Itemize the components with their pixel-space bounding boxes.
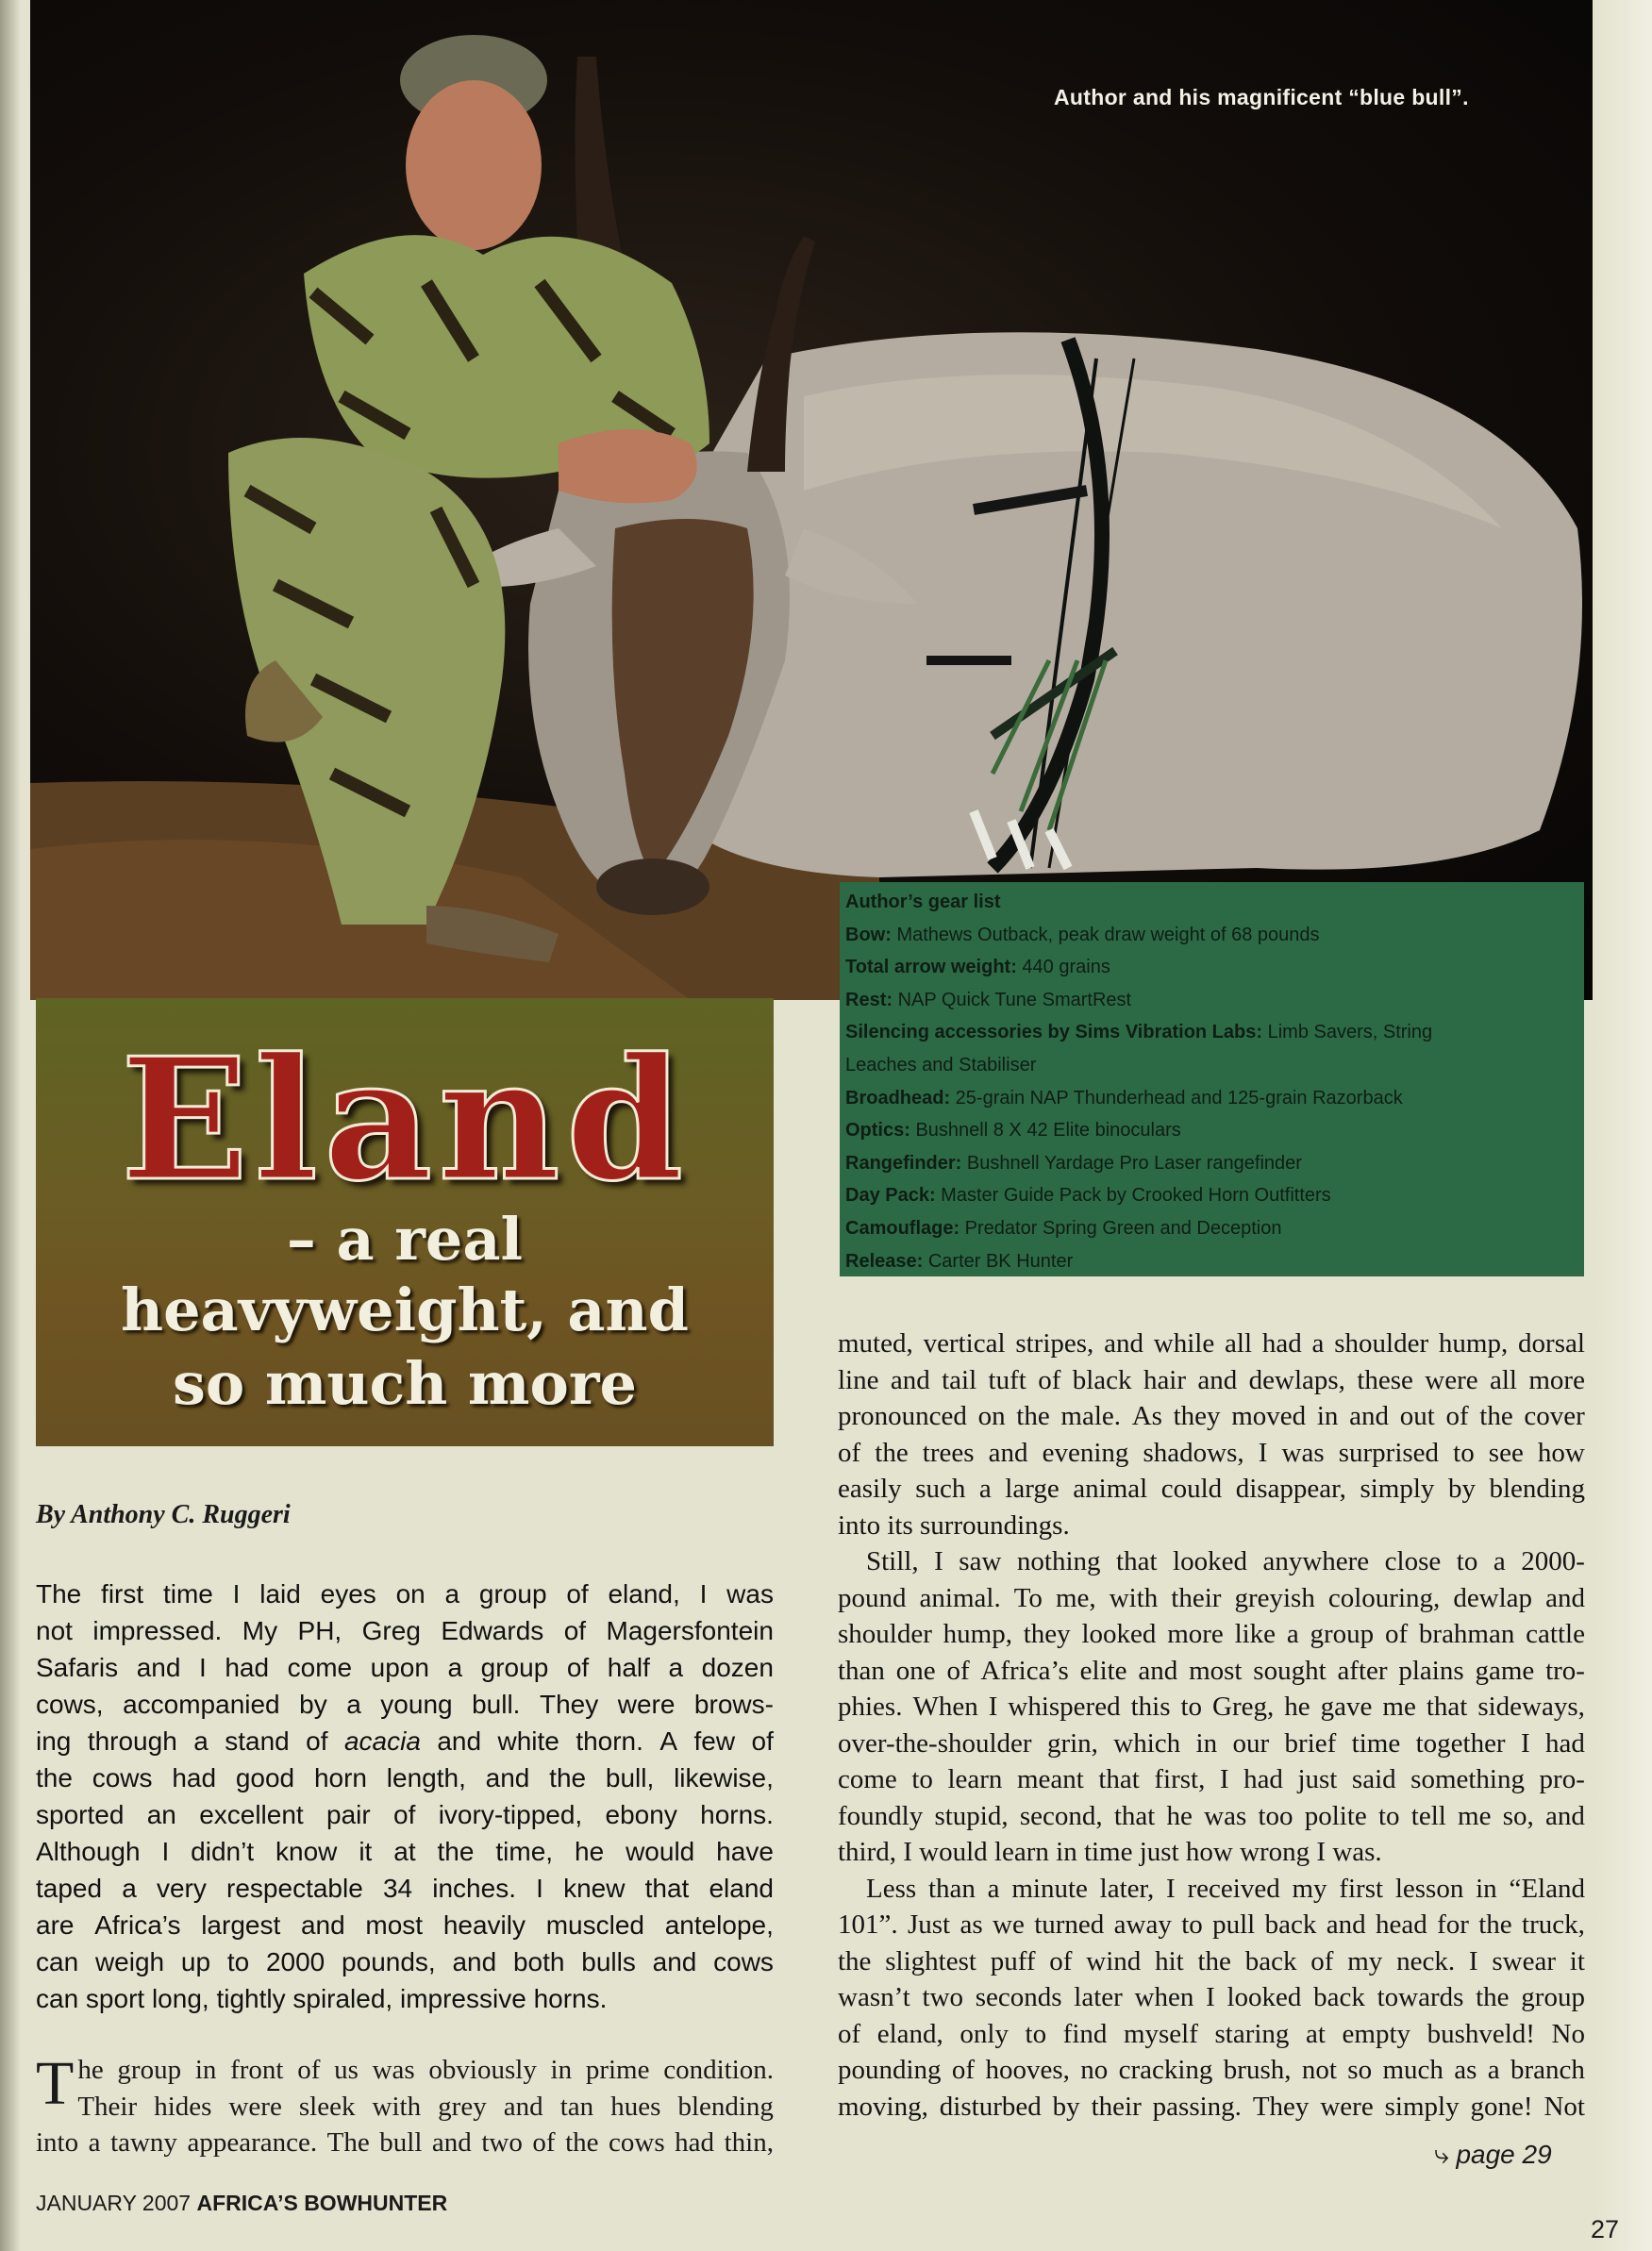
body-line: pound animal. To me, with their greyish colouring, dewlap and	[838, 1582, 1585, 1613]
gear-item-label: Camouflage:	[845, 1217, 960, 1239]
gear-item-label: Rest:	[845, 989, 893, 1010]
article-title: Eland	[120, 1021, 690, 1218]
lead-line: the cows had good horn length, and the bull, likewise,	[36, 1763, 774, 1792]
page-gutter-shadow	[0, 0, 21, 2251]
gear-item	[845, 1212, 1578, 1245]
right-column-text	[838, 1326, 1585, 2125]
body-line: phies. When I whispered this to Greg, he gave me that sideways,	[838, 1692, 1585, 1722]
gear-item-label: Day Pack:	[845, 1185, 936, 1207]
gear-item-value: Bushnell Yardage Pro Laser rangefinder	[961, 1152, 1302, 1174]
lead-line: sported an excellent pair of ivory-tipped, ebony horns.	[36, 1800, 774, 1829]
continued-arrow-icon: ⤷	[1434, 2140, 1449, 2169]
lead-line: can sport long, tightly spiraled, impressive horns.	[36, 1984, 608, 2013]
page-number: 27	[1591, 2215, 1620, 2243]
gear-item	[845, 984, 1578, 1017]
body-line: 101”. Just as we turned away to pull back and head for the truck,	[838, 1909, 1585, 1940]
body-line: than one of Africa’s elite and most sought after plains game tro-	[838, 1655, 1585, 1686]
body-line: shoulder hump, they looked more like a group of brahman cattle	[838, 1619, 1585, 1649]
lead-line: can weigh up to 2000 pounds, and both bulls and cows	[36, 1947, 774, 1976]
gear-item-value: Bushnell 8 X 42 Elite binoculars	[909, 1120, 1181, 1142]
body-line: pounding of hooves, no cracking brush, not so much as a branch	[838, 2055, 1585, 2085]
lead-line: Safaris and I had come upon a group of half a dozen	[36, 1653, 774, 1682]
gear-item-label: Total arrow weight:	[845, 957, 1017, 978]
body-line: third, I would learn in time just how wrong I was.	[838, 1837, 1382, 1867]
gear-item-label: Silencing accessories by Sims Vibration Labs:	[845, 1022, 1263, 1043]
body-line: moving, disturbed by their passing. They were simply gone! Not	[838, 2091, 1585, 2122]
body-line: into its surroundings.	[838, 1509, 1070, 1541]
gear-item	[845, 1179, 1578, 1212]
drop-cap: T	[36, 2049, 75, 2118]
gear-item-label: Release:	[845, 1250, 924, 1272]
gear-item-label: Optics:	[845, 1120, 910, 1142]
gear-item	[845, 1245, 1578, 1278]
gear-item-value: 440 grains	[1016, 957, 1110, 978]
lead-paragraph	[36, 1576, 774, 2017]
drop-line-1: he group in front of us was obviously in prime condition.	[77, 2055, 774, 2085]
body-line: line and tail tuft of black hair and dewlaps, these were all more	[838, 1364, 1585, 1395]
subtitle-line-1: – a real	[286, 1205, 524, 1274]
lead-line: Although I didn’t know it at the time, he would have	[36, 1837, 774, 1866]
gear-item-value: 25-grain NAP Thunderhead and 125-grain Razorback	[950, 1087, 1403, 1109]
footer	[36, 2191, 447, 2216]
page-edge	[1595, 0, 1652, 2251]
footer-magazine: AFRICA’S BOWHUNTER	[196, 2191, 448, 2215]
continued-on	[1434, 2140, 1552, 2171]
hero-photo	[30, 0, 1593, 1000]
subtitle-line-3: so much more	[172, 1349, 637, 1418]
lead-line: are Africa’s largest and most heavily muscled antelope,	[36, 1910, 774, 1940]
lead-line: The first time I laid eyes on a group of eland, I was	[36, 1579, 774, 1609]
body-line: muted, vertical stripes, and while all had a shoulder hump, dorsal	[838, 1328, 1585, 1359]
gear-list-heading: Author’s gear list	[845, 892, 1001, 912]
gear-item	[845, 1114, 1578, 1147]
body-line: of the trees and evening shadows, I was surprised to see how	[838, 1437, 1585, 1468]
gear-item	[845, 1016, 1578, 1049]
body-line: pronounced on the male. As they moved in and out of the cover	[838, 1401, 1585, 1431]
body-line: come to learn meant that first, I had just said something pro-	[838, 1764, 1585, 1794]
gear-item	[845, 951, 1578, 984]
hero-photo-illustration	[30, 0, 1593, 1000]
gear-item	[845, 1147, 1578, 1180]
body-line: Still, I saw nothing that looked anywhere close to a 2000-	[866, 1546, 1585, 1576]
body-line: over-the-shoulder grin, which in our brief time together I had	[838, 1727, 1585, 1759]
gear-item-label: Broadhead:	[845, 1087, 951, 1109]
body-line: Less than a minute later, I received my first lesson in “Eland	[866, 1873, 1585, 1904]
body-line: easily such a large animal could disappear, simply by blending	[838, 1474, 1585, 1504]
gear-item	[845, 919, 1578, 952]
lead-line: taped a very respectable 34 inches. I knew that eland	[36, 1874, 774, 1903]
gear-item-value: Carter BK Hunter	[923, 1250, 1074, 1272]
drop-line-2: Their hides were sleek with grey and tan hues blending	[77, 2091, 774, 2122]
continued-page: page 29	[1456, 2140, 1552, 2169]
subtitle-line-2: heavyweight, and	[121, 1276, 689, 1344]
gear-item-value: Limb Savers, String	[1262, 1022, 1433, 1043]
drop-cap-paragraph	[36, 2049, 774, 2161]
gear-item-value: Master Guide Pack by Crooked Horn Outfitters	[935, 1185, 1331, 1207]
body-line: foundly stupid, second, that he was too polite to tell me so, and	[838, 1800, 1585, 1831]
lead-line: not impressed. My PH, Greg Edwards of Magersfontein	[36, 1616, 774, 1645]
gear-item-value: Mathews Outback, peak draw weight of 68 pounds	[891, 924, 1320, 945]
title-box	[36, 998, 774, 1446]
body-line: wasn’t two seconds later when I looked back towards the group	[838, 1982, 1585, 2012]
gear-list-items	[845, 919, 1578, 1278]
byline: By Anthony C. Ruggeri	[36, 1500, 291, 1529]
photo-caption: Author and his magnificent “blue bull”.	[1054, 85, 1469, 109]
drop-line-3: into a tawny appearance. The bull and two of the cows had thin,	[36, 2127, 774, 2158]
gear-item	[845, 1082, 1578, 1115]
body-line: of eland, only to find myself staring at empty bushveld! No	[838, 2018, 1585, 2049]
gear-item-label: Rangefinder:	[845, 1152, 962, 1174]
gear-item-value: Predator Spring Green and Deception	[959, 1217, 1282, 1239]
gear-item-value: NAP Quick Tune SmartRest	[893, 989, 1132, 1010]
lead-line: ing through a stand of acacia and white thorn. A few of	[36, 1726, 774, 1756]
gear-list-box	[840, 882, 1584, 1276]
gear-item-label: Bow:	[845, 924, 892, 945]
footer-date: JANUARY 2007	[36, 2191, 192, 2215]
gear-item-value: Leaches and Stabiliser	[845, 1054, 1037, 1075]
body-line: the slightest puff of wind hit the back of my neck. I swear it	[838, 1945, 1585, 1976]
lead-line: cows, accompanied by a young bull. They were brows-	[36, 1690, 774, 1719]
gear-item	[845, 1049, 1578, 1082]
